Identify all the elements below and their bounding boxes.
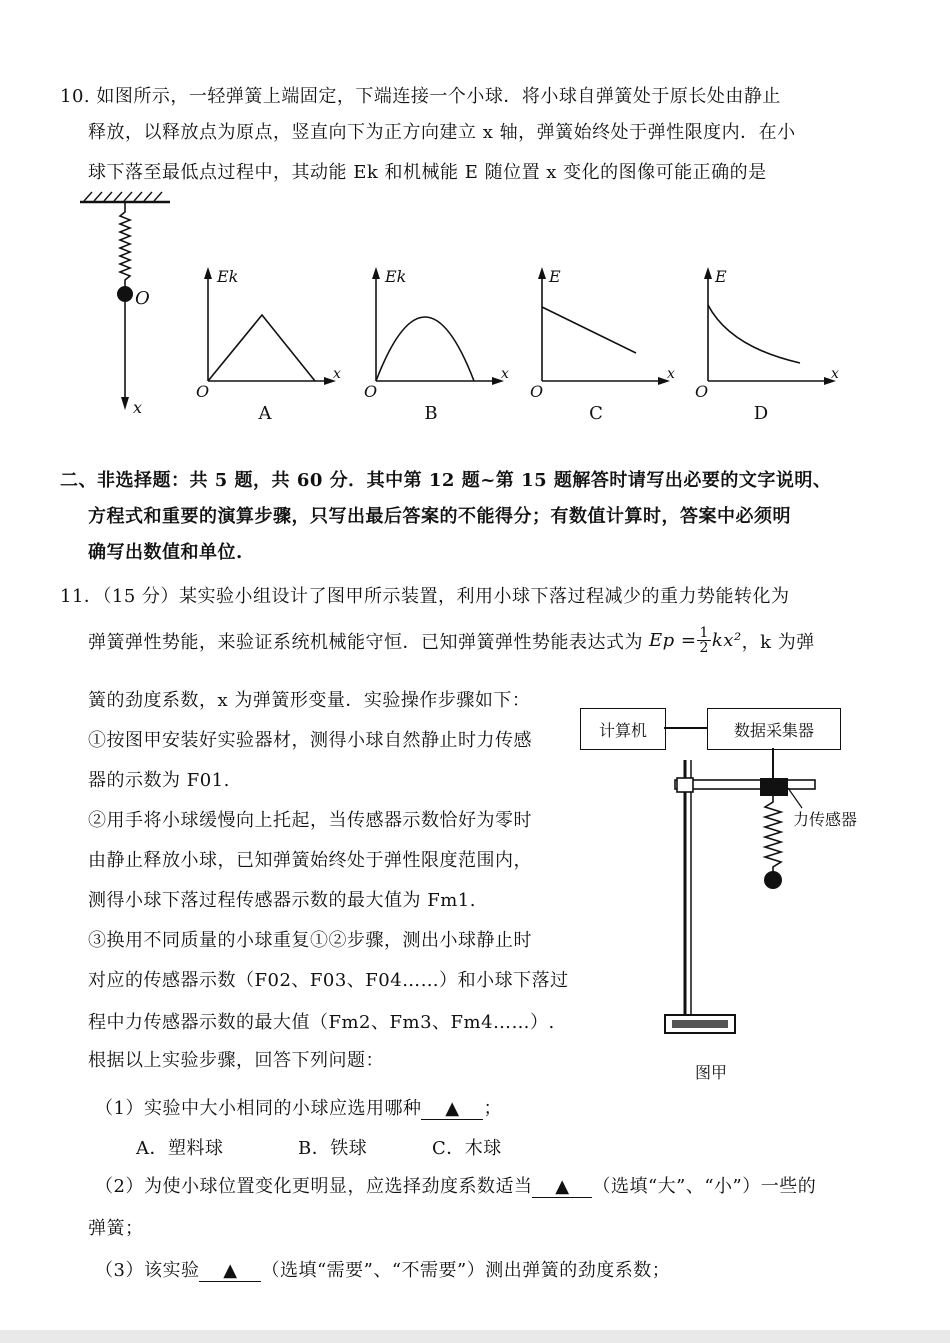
q11-line-1: 11．（15 分）某实验小组设计了图甲所示装置，利用小球下落过程减少的重力势能转化为 [60,586,790,607]
graph-c [524,265,674,395]
graph-c-xlabel: x [667,366,675,382]
graph-c-option-label: C [589,403,603,424]
sub-question-1-end: ； [483,1098,502,1119]
q11-line-2 [88,626,815,655]
step1-line-1: ①按图甲安装好实验器材，测得小球自然静止时力传感 [88,730,532,751]
step1-line-2: 器的示数为 F01. [88,770,230,791]
section2-line-1: 二、非选择题：共 5 题，共 60 分．其中第 12 题~第 15 题解答时请写出必要的文字说明、 [60,470,832,491]
section2-line-3: 确写出数值和单位. [88,542,243,563]
step2-line-3: 测得小球下落过程传感器示数的最大值为 Fm1. [88,890,476,911]
spring-origin-label: O [135,288,150,309]
apparatus-figure [560,740,860,1040]
computer-box: 计算机 [580,708,666,750]
formula-numerator: 1 [699,625,709,641]
sub-question-2-line-2: 弹簧； [88,1218,144,1239]
formula-denominator: 2 [699,640,709,656]
graph-b-origin: O [364,382,378,401]
q10-line-2: 释放，以释放点为原点，竖直向下为正方向建立 x 轴，弹簧始终处于弹性限度内．在小 [88,122,796,143]
step3-line-2: 对应的传感器示数（F02、F03、F04……）和小球下落过 [88,970,569,991]
step3-line-3: 程中力传感器示数的最大值（Fm2、Fm3、Fm4……）. [88,1012,555,1033]
graph-c-origin: O [530,382,544,401]
graph-d-option-label: D [753,403,769,424]
sub-question-1 [95,1094,502,1120]
graph-a-ylabel: Ek [217,267,239,286]
sub-question-3-text: （3）该实验 [95,1260,200,1281]
data-collector-box: 数据采集器 [707,708,841,750]
graph-b [358,265,508,395]
answer-blank-1[interactable]: ▲ [421,1098,483,1120]
formula-rhs: kx² [711,630,742,651]
formula-fraction [697,626,710,655]
sub-question-2 [95,1172,816,1198]
q10-line-1: 10. 如图所示，一轻弹簧上端固定，下端连接一个小球．将小球自弹簧处于原长处由静止 [60,86,781,107]
step3-line-1: ③换用不同质量的小球重复①②步骤，测出小球静止时 [88,930,532,951]
step2-line-2: 由静止释放小球，已知弹簧始终处于弹性限度范围内， [88,850,532,871]
page-bottom-edge [0,1330,950,1343]
force-sensor-label: 力传感器 [793,810,858,829]
graph-a-xlabel: x [333,366,341,382]
sub-question-2-text: （2）为使小球位置变化更明显，应选择劲度系数适当 [95,1176,533,1197]
section2-line-2: 方程式和重要的演算步骤，只写出最后答案的不能得分；有数值计算时，答案中必须明 [88,506,791,527]
graph-b-option-label: B [424,403,438,424]
spring-axis-label: x [133,398,143,417]
graph-b-curve [376,317,474,381]
graph-c-curve [542,307,636,353]
graph-b-ylabel: Ek [385,267,407,286]
graph-a-option-label: A [258,403,272,424]
step2-line-1: ②用手将小球缓慢向上托起，当传感器示数恰好为零时 [88,810,532,831]
q11-line-3: 簧的劲度系数，x 为弹簧形变量．实验操作步骤如下： [88,690,531,711]
graph-b-xlabel: x [501,366,509,382]
graph-d-xlabel: x [831,366,839,382]
sub-question-3-end: （选填“需要”、“不需要”）测出弹簧的劲度系数； [261,1260,671,1281]
graph-d-ylabel: E [715,267,727,286]
graph-a-origin: O [196,382,210,401]
graph-c-ylabel: E [549,267,561,286]
sub-question-2-end: （选填“大”、“小”）一些的 [592,1176,817,1197]
graph-d-curve [708,305,800,363]
option-c: C．木球 [432,1138,502,1159]
graph-d-origin: O [695,382,709,401]
q10-line-3: 球下落至最低点过程中，其动能 Ek 和机械能 E 随位置 x 变化的图像可能正确的是 [88,162,767,183]
q11-line-2-text: 弹簧弹性势能，来验证系统机械能守恒．已知弹簧弹性势能表达式为 [88,631,643,653]
figure-caption: 图甲 [695,1063,728,1082]
answer-blank-3[interactable]: ▲ [199,1260,261,1282]
formula-lhs: Ep = [649,630,697,651]
option-a: A．塑料球 [136,1138,224,1159]
sub-question-3 [95,1256,670,1282]
graph-d [690,265,840,395]
option-b: B．铁球 [298,1138,368,1159]
steps-conclusion: 根据以上实验步骤，回答下列问题： [88,1050,384,1071]
q11-line-2-post: ，k 为弹 [741,631,815,653]
sub-question-1-text: （1）实验中大小相同的小球应选用哪种 [95,1098,422,1119]
graph-a [190,265,340,395]
spring-figure [70,190,180,420]
graph-a-curve [208,315,315,381]
answer-blank-2[interactable]: ▲ [532,1176,592,1198]
